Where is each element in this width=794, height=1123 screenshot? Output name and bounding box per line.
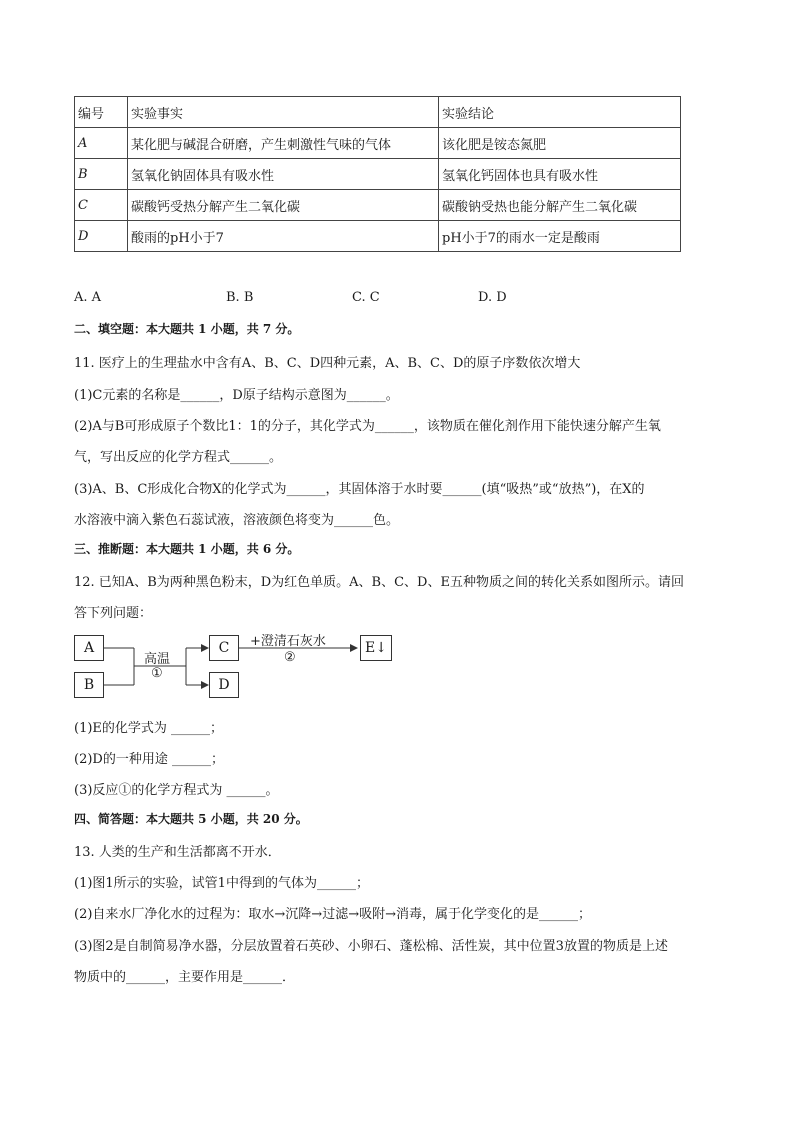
table-cell: pH小于7的雨水一定是酸雨 (439, 221, 681, 252)
question-stem: 13. 人类的生产和生活都离不开水． (74, 845, 281, 860)
condition-limewater: +澄清石灰水 (250, 634, 326, 649)
table-row (75, 128, 681, 159)
box-d: D (209, 672, 239, 698)
section-heading: 二、填空题：本大题共 1 小题，共 7 分。 (74, 322, 300, 336)
question-part: (3)A、B、C形成化合物X的化学式为______，其固体溶于水时要______(填“吸热”或“放热”)，在X的 (74, 482, 645, 497)
table-row (75, 190, 681, 221)
question-part: (1)图1所示的实验，试管1中得到的气体为______； (74, 876, 369, 891)
table-cell: 酸雨的pH小于7 (128, 221, 439, 252)
question-stem-continued: 答下列问题： (74, 606, 153, 621)
table-row (75, 159, 681, 190)
section-heading: 四、简答题：本大题共 5 小题，共 20 分。 (74, 812, 308, 826)
option-d[interactable]: D. D (478, 290, 507, 305)
question-part: (3)反应①的化学方程式为 ______。 (74, 783, 279, 798)
question-stem: 11. 医疗上的生理盐水中含有A、B、C、D四种元素，A、B、C、D的原子序数依次增大 (74, 356, 581, 371)
box-a: A (74, 635, 104, 661)
step-2-marker: ② (284, 650, 296, 665)
option-b[interactable]: B. B (226, 290, 254, 305)
table-cell: D (75, 221, 128, 252)
question-part: (1)C元素的名称是______，D原子结构示意图为______。 (74, 388, 399, 403)
option-a[interactable]: A. A (74, 290, 102, 305)
section-heading: 三、推断题：本大题共 1 小题，共 6 分。 (74, 542, 300, 556)
condition-high-temp: 高温 (144, 652, 171, 667)
table-cell: B (75, 159, 128, 190)
question-part-continued: 物质中的______，主要作用是______． (74, 970, 296, 985)
table-cell: 某化肥与碱混合研磨，产生刺激性气味的气体 (128, 128, 439, 159)
table-header-cell: 实验事实 (128, 97, 439, 128)
table-header-cell: 实验结论 (439, 97, 681, 128)
table-cell: 该化肥是铵态氮肥 (439, 128, 681, 159)
box-e: E↓ (360, 635, 392, 661)
question-part-continued: 水溶液中滴入紫色石蕊试液，溶液颜色将变为______色。 (74, 513, 400, 528)
box-b: B (74, 672, 104, 698)
table-row (75, 221, 681, 252)
table-cell: C (75, 190, 128, 221)
step-1-marker: ① (151, 666, 163, 681)
question-part: (3)图2是自制简易净水器，分层放置着石英砂、小卵石、蓬松棉、活性炭，其中位置3放置的物质是上述 (74, 939, 668, 954)
question-part: (2)自来水厂净化水的过程为：取水→沉降→过滤→吸附→消毒，属于化学变化的是______； (74, 907, 591, 922)
table-cell: 碳酸钙受热分解产生二氧化碳 (128, 190, 439, 221)
table-cell: 碳酸钠受热也能分解产生二氧化碳 (439, 190, 681, 221)
experiment-table (74, 96, 681, 252)
conversion-diagram (74, 632, 404, 702)
table-header-row (75, 97, 681, 128)
question-part: (1)E的化学式为 ______； (74, 721, 224, 736)
table-cell: A (75, 128, 128, 159)
question-stem: 12. 已知A、B为两种黑色粉末，D为红色单质。A、B、C、D、E五种物质之间的转化关系如图所示。请回 (74, 575, 684, 590)
option-c[interactable]: C. C (352, 290, 380, 305)
table-header-cell: 编号 (75, 97, 128, 128)
box-c: C (209, 635, 239, 661)
question-part: (2)D的一种用途 ______； (74, 752, 224, 767)
table-cell: 氢氧化钙固体也具有吸水性 (439, 159, 681, 190)
question-part-continued: 气，写出反应的化学方程式______。 (74, 450, 283, 465)
diagram-connectors (74, 632, 404, 702)
table-cell: 氢氧化钠固体具有吸水性 (128, 159, 439, 190)
question-part: (2)A与B可形成原子个数比1：1的分子，其化学式为______，该物质在催化剂作用下能快速分解产生氧 (74, 419, 661, 434)
